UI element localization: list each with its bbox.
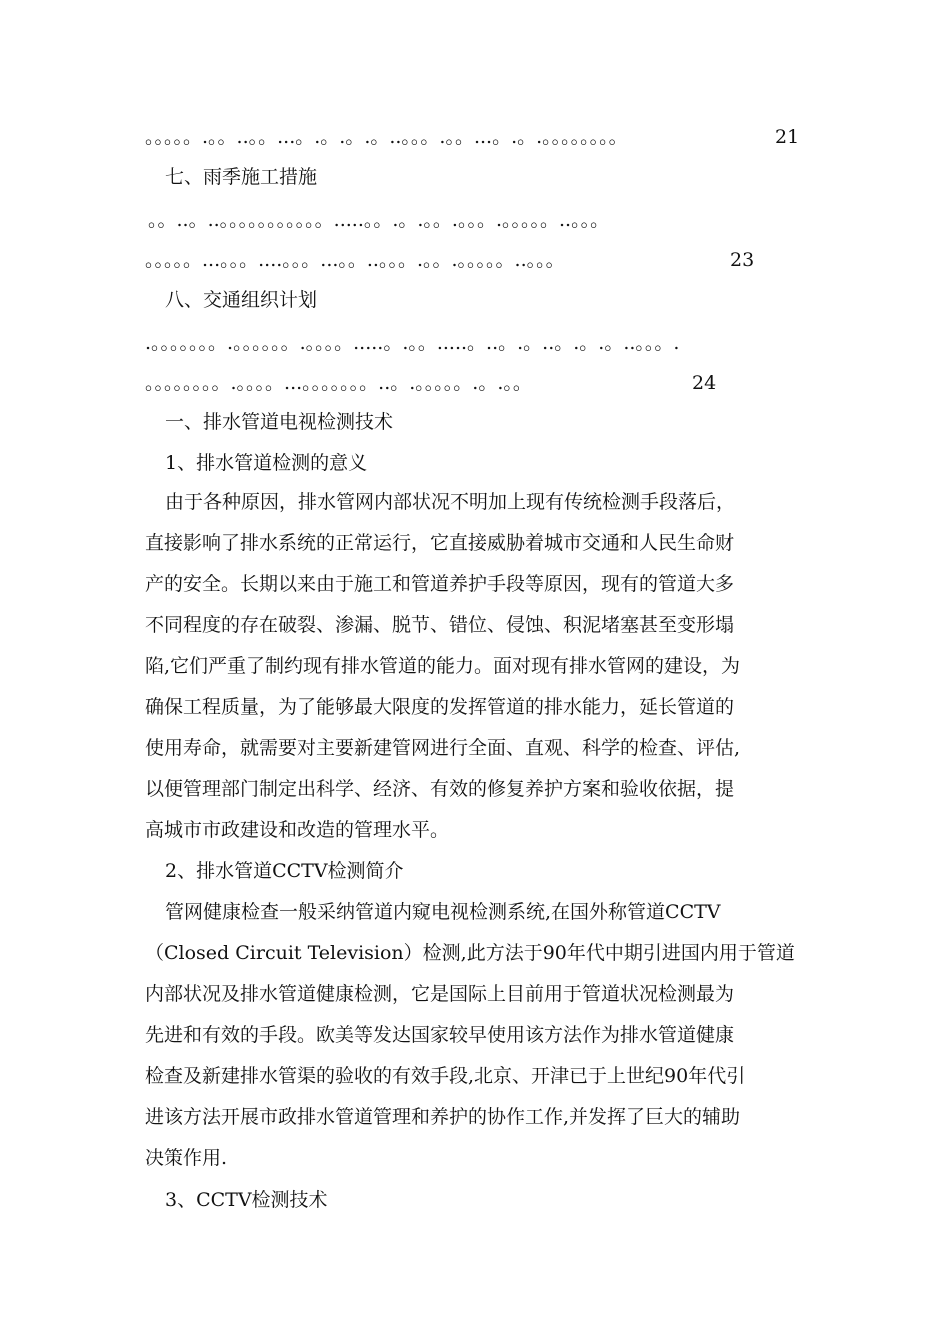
- paragraph-line: 直接影响了排水系统的正常运行，它直接威胁着城市交通和人民生命财: [145, 532, 735, 554]
- paragraph-line: 产的安全。长期以来由于施工和管道养护手段等原因，现有的管道大多: [145, 573, 735, 595]
- paragraph-line: 管网健康检查一般采纳管道内窥电视检测系统,在国外称管道CCTV: [165, 901, 721, 923]
- paragraph-line: 高城市市政建设和改造的管理水平。: [145, 819, 450, 841]
- toc-leader-dots: .。。。。。。。.。。。。。。.。。。。.....。.。。.....。..。.。..。.。.。..。。。.: [145, 332, 680, 354]
- paragraph-line: 决策作用.: [145, 1147, 228, 1169]
- paragraph-line: 陷,它们严重了制约现有排水管道的能力。面对现有排水管网的建设，为: [145, 655, 741, 677]
- paragraph-line: 先进和有效的手段。欧美等发达国家较早使用该方法作为排水管道健康: [145, 1024, 735, 1046]
- toc-leader-dots: 。。。。。.。。..。。...。.。.。.。..。。。.。。...。.。.。。。。。。。。: [145, 126, 628, 148]
- paragraph-line: 进该方法开展市政排水管道管理和养护的协作工作,并发挥了巨大的辅助: [145, 1106, 741, 1128]
- toc-leader-dots: 。。。。。...。。。....。。。...。。..。。。.。。.。。。。。..。。。: [145, 249, 565, 271]
- toc-page-number: 24: [692, 372, 717, 394]
- section-heading: 一、排水管道电视检测技术: [165, 411, 394, 433]
- subsection-heading: 2、排水管道CCTV检测简介: [165, 860, 404, 882]
- paragraph-line: （Closed Circuit Television）检测,此方法于90年代中期引进国内用于管道: [145, 942, 795, 964]
- toc-leader-dots: 。。..。..。。。。。。。。。。。.....。。.。.。。.。。。.。。。。。..。。。: [148, 209, 610, 231]
- paragraph-line: 由于各种原因，排水管网内部状况不明加上现有传统检测手段落后，: [165, 491, 736, 513]
- toc-entry-title: 七、雨季施工措施: [165, 166, 318, 188]
- paragraph-line: 不同程度的存在破裂、渗漏、脱节、错位、侵蚀、积泥堵塞甚至变形塌: [145, 614, 735, 636]
- paragraph-line: 内部状况及排水管道健康检测，它是国际上目前用于管道状况检测最为: [145, 983, 735, 1005]
- paragraph-line: 检查及新建排水管渠的验收的有效手段,北京、开津已于上世纪90年代引: [145, 1065, 746, 1087]
- toc-page-number: 23: [730, 249, 755, 271]
- subsection-heading: 1、排水管道检测的意义: [165, 452, 368, 474]
- paragraph-line: 确保工程质量，为了能够最大限度的发挥管道的排水能力，延长管道的: [145, 696, 735, 718]
- toc-entry-title: 八、交通组织计划: [165, 289, 318, 311]
- toc-leader-dots: 。。。。。。。。.。。。。...。。。。。。。..。.。。。。。.。.。。: [145, 372, 532, 394]
- subsection-heading: 3、CCTV检测技术: [165, 1189, 328, 1211]
- paragraph-line: 以便管理部门制定出科学、经济、有效的修复养护方案和验收依据，提: [145, 778, 735, 800]
- toc-page-number: 21: [775, 126, 800, 148]
- paragraph-line: 使用寿命，就需要对主要新建管网进行全面、直观、科学的检查、评估,: [145, 737, 741, 759]
